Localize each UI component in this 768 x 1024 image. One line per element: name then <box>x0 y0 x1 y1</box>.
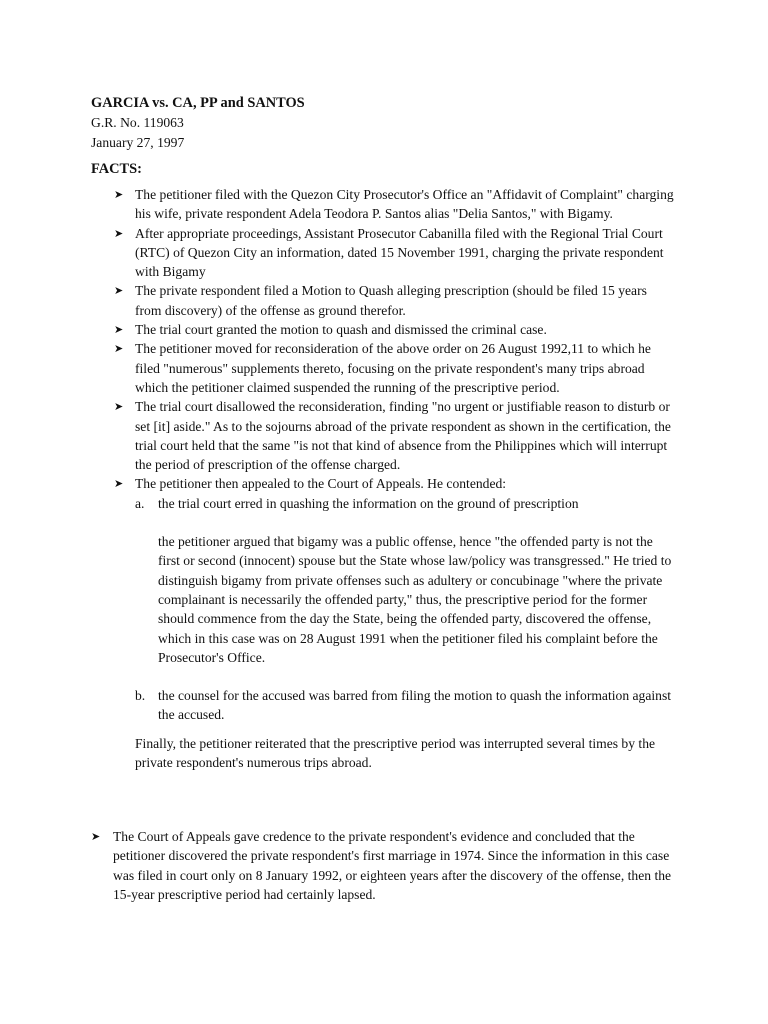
facts-list <box>114 185 674 772</box>
fact-item-court-of-appeals <box>91 827 675 904</box>
arrow-bullet-icon: ➤ <box>114 284 124 298</box>
contention-text: the counsel for the accused was barred from filing the motion to quash the information against the accused. <box>158 688 672 723</box>
finally-paragraph: Finally, the petitioner reiterated that the prescriptive period was interrupted several times by the private respondent's numerous trips abroad. <box>135 735 656 771</box>
arrow-bullet-icon: ➤ <box>114 477 124 491</box>
fact-text: The Court of Appeals gave credence to the private respondent's evidence and concluded that the petitioner discovered the private respondent's first marriage in 1974. Since the information in this case was filed in court only on 8 January 1992, or eighteen years after the discovery of the offense, then the 15-year prescriptive period had certainly lapsed. <box>113 829 672 902</box>
fact-item <box>114 224 674 282</box>
case-date: January 27, 1997 <box>91 134 185 150</box>
contention-argument: the petitioner argued that bigamy was a public offense, hence "the offended party is not the first or second (innocent) spouse but the State whose law/policy was transgressed." He tried to distinguish bigamy from private offenses such as adultery or concubinage "where the private complainant is necessarily the offended party," thus, the prescriptive period for the former should commence from the day the State, being the offended party, discovered the offense, which in this case was on 28 August 1991 when the petitioner filed his complaint before the Prosecutor's Office. <box>158 534 672 665</box>
case-title: GARCIA vs. CA, PP and SANTOS <box>91 95 305 111</box>
fact-text: The trial court granted the motion to quash and dismissed the criminal case. <box>135 322 547 338</box>
fact-text: The trial court disallowed the reconsideration, finding "no urgent or justifiable reason to disturb or set [it] aside." As to the sojourns abroad of the private respondent as shown in the certification, the trial court held that the same "is not that kind of absence from the Philippines which will interrupt the period of prescription of the offense charged. <box>135 399 671 473</box>
fact-text: The petitioner then appealed to the Court of Appeals. He contended: <box>135 476 507 492</box>
fact-text: The private respondent filed a Motion to Quash alleging prescription (should be filed 15 years from discovery) of the offense as ground therefor. <box>135 283 647 318</box>
contention-text: the trial court erred in quashing the information on the ground of prescription <box>158 495 579 511</box>
case-header <box>91 94 305 152</box>
fact-item <box>114 320 674 339</box>
arrow-bullet-icon: ➤ <box>114 342 124 356</box>
fact-text: The petitioner moved for reconsideration of the above order on 26 August 1992,11 to which he filed "numerous" supplements thereto, focusing on the private respondent's many trips abroad which the petitioner claimed suspended the running of the prescriptive period. <box>135 341 651 395</box>
fact-item <box>114 474 674 772</box>
contention-a <box>135 494 674 667</box>
arrow-bullet-icon: ➤ <box>91 830 101 843</box>
case-number: G.R. No. 119063 <box>91 115 184 131</box>
list-marker: a. <box>135 495 145 511</box>
arrow-bullet-icon: ➤ <box>114 323 124 337</box>
contention-b <box>135 686 674 725</box>
arrow-bullet-icon: ➤ <box>114 226 124 240</box>
arrow-bullet-icon: ➤ <box>114 188 124 201</box>
facts-heading: FACTS: <box>91 161 142 177</box>
fact-item <box>114 185 674 224</box>
list-marker: b. <box>135 688 146 704</box>
fact-item <box>114 339 674 397</box>
arrow-bullet-icon: ➤ <box>114 400 124 414</box>
contentions-list <box>135 494 674 773</box>
fact-item <box>114 281 674 320</box>
fact-item <box>114 397 674 474</box>
fact-text: The petitioner filed with the Quezon City Prosecutor's Office an "Affidavit of Complaint" charging his wife, private respondent Adela Teodora P. Santos alias "Delia Santos," with Bigamy. <box>135 187 674 222</box>
fact-text: After appropriate proceedings, Assistant Prosecutor Cabanilla filed with the Regional Trial Court (RTC) of Quezon City an information, dated 15 November 1991, charging the private respondent with Bigamy <box>135 225 664 280</box>
